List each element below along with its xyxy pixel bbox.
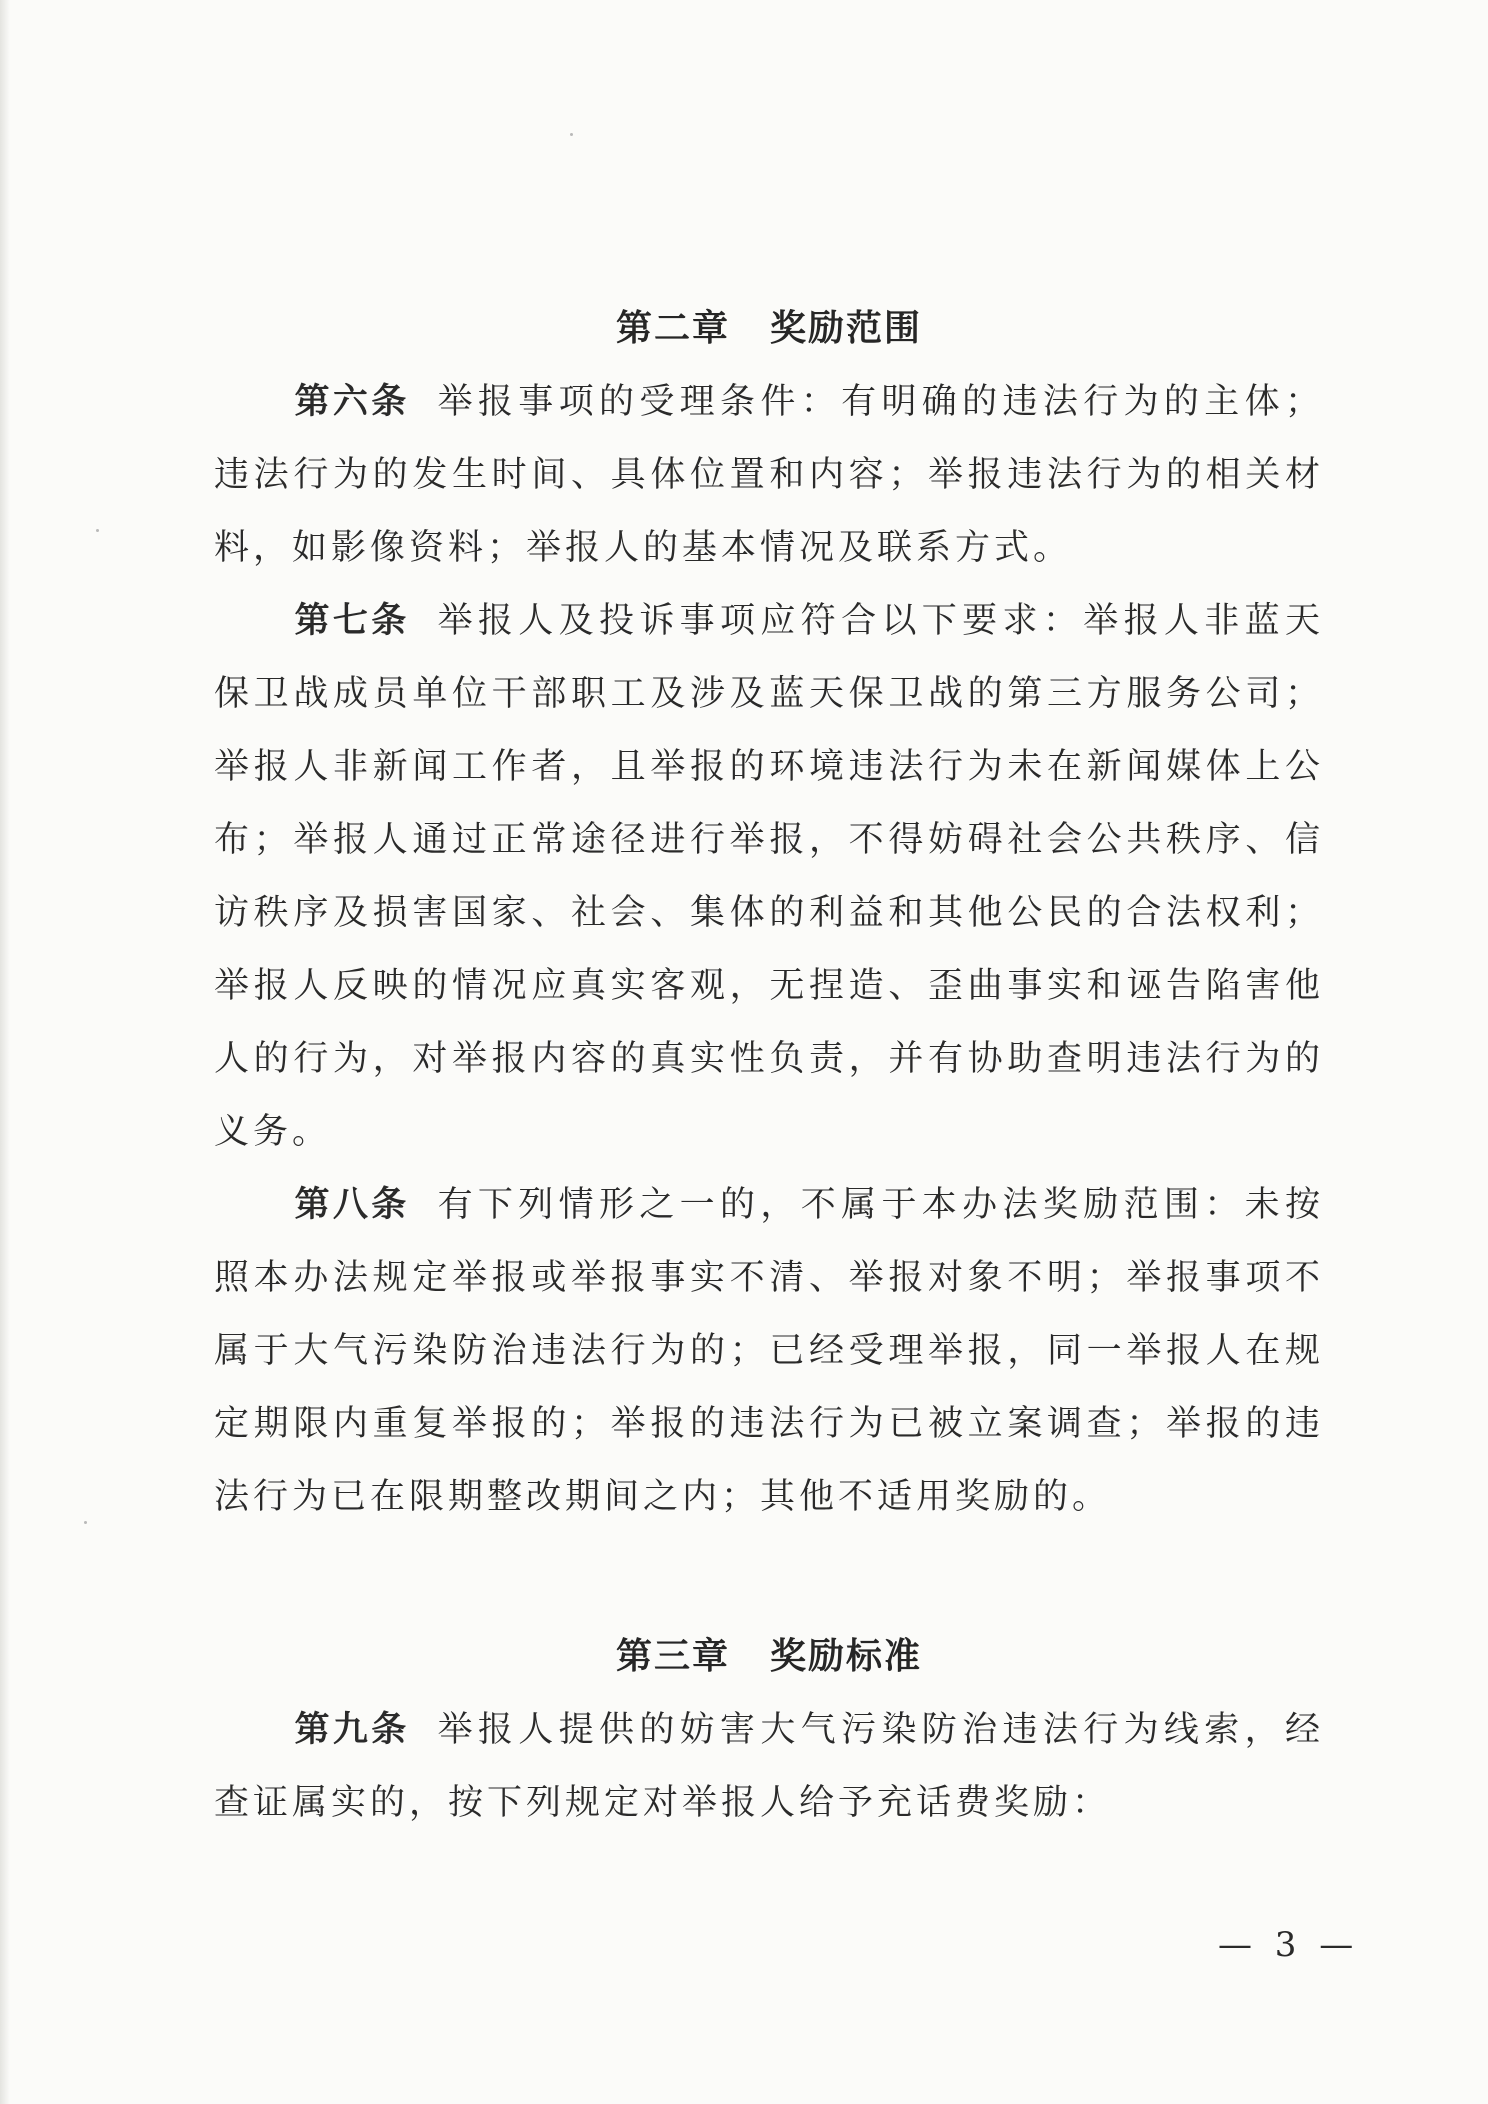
page-content — [214, 292, 1324, 1840]
chapter-number: 第三章 — [615, 1636, 730, 1677]
article-paragraph — [214, 1169, 1324, 1534]
scan-edge-shadow — [0, 0, 10, 2104]
article-paragraph — [214, 1694, 1324, 1840]
article-label: 第六条 — [294, 382, 410, 422]
article-label: 第七条 — [294, 601, 410, 641]
chapter-subtitle: 奖励标准 — [770, 1636, 923, 1677]
chapter-subtitle: 奖励范围 — [770, 308, 923, 349]
chapter-heading — [214, 1620, 1324, 1694]
article-label: 第八条 — [294, 1185, 410, 1225]
chapter-number: 第二章 — [615, 308, 730, 349]
scan-speck — [570, 133, 573, 136]
article-text: 举报人提供的妨害大气污染防治违法行为线索，经查证属实的，按下列规定对举报人给予充话费奖励： — [214, 1710, 1324, 1823]
scan-speck — [84, 1521, 87, 1524]
chapter-heading — [214, 292, 1324, 366]
chapter-spacer — [214, 1534, 1324, 1620]
article-text: 举报人及投诉事项应符合以下要求：举报人非蓝天保卫战成员单位干部职工及涉及蓝天保卫战的第三方服务公司；举报人非新闻工作者，且举报的环境违法行为未在新闻媒体上公布；举报人通过正常途径进行举报，不得妨碍社会公共秩序、信访秩序及损害国家、社会、集体的利益和其他公民的合法权利；举报人反映的情况应真实客观，无捏造、歪曲事实和诬告陷害他人的行为，对举报内容的真实性负责，并有协助查明违法行为的义务。 — [214, 601, 1324, 1152]
article-label: 第九条 — [294, 1710, 410, 1750]
article-paragraph — [214, 366, 1324, 585]
article-text: 举报事项的受理条件：有明确的违法行为的主体；违法行为的发生时间、具体位置和内容；举报违法行为的相关材料，如影像资料；举报人的基本情况及联系方式。 — [214, 382, 1324, 568]
article-text: 有下列情形之一的，不属于本办法奖励范围：未按照本办法规定举报或举报事实不清、举报对象不明；举报事项不属于大气污染防治违法行为的；已经受理举报，同一举报人在规定期限内重复举报的；举报的违法行为已被立案调查；举报的违法行为已在限期整改期间之内；其他不适用奖励的。 — [214, 1185, 1324, 1517]
page-number: — 3 — — [1218, 1925, 1360, 1965]
scan-speck — [96, 529, 99, 532]
article-paragraph — [214, 585, 1324, 1169]
